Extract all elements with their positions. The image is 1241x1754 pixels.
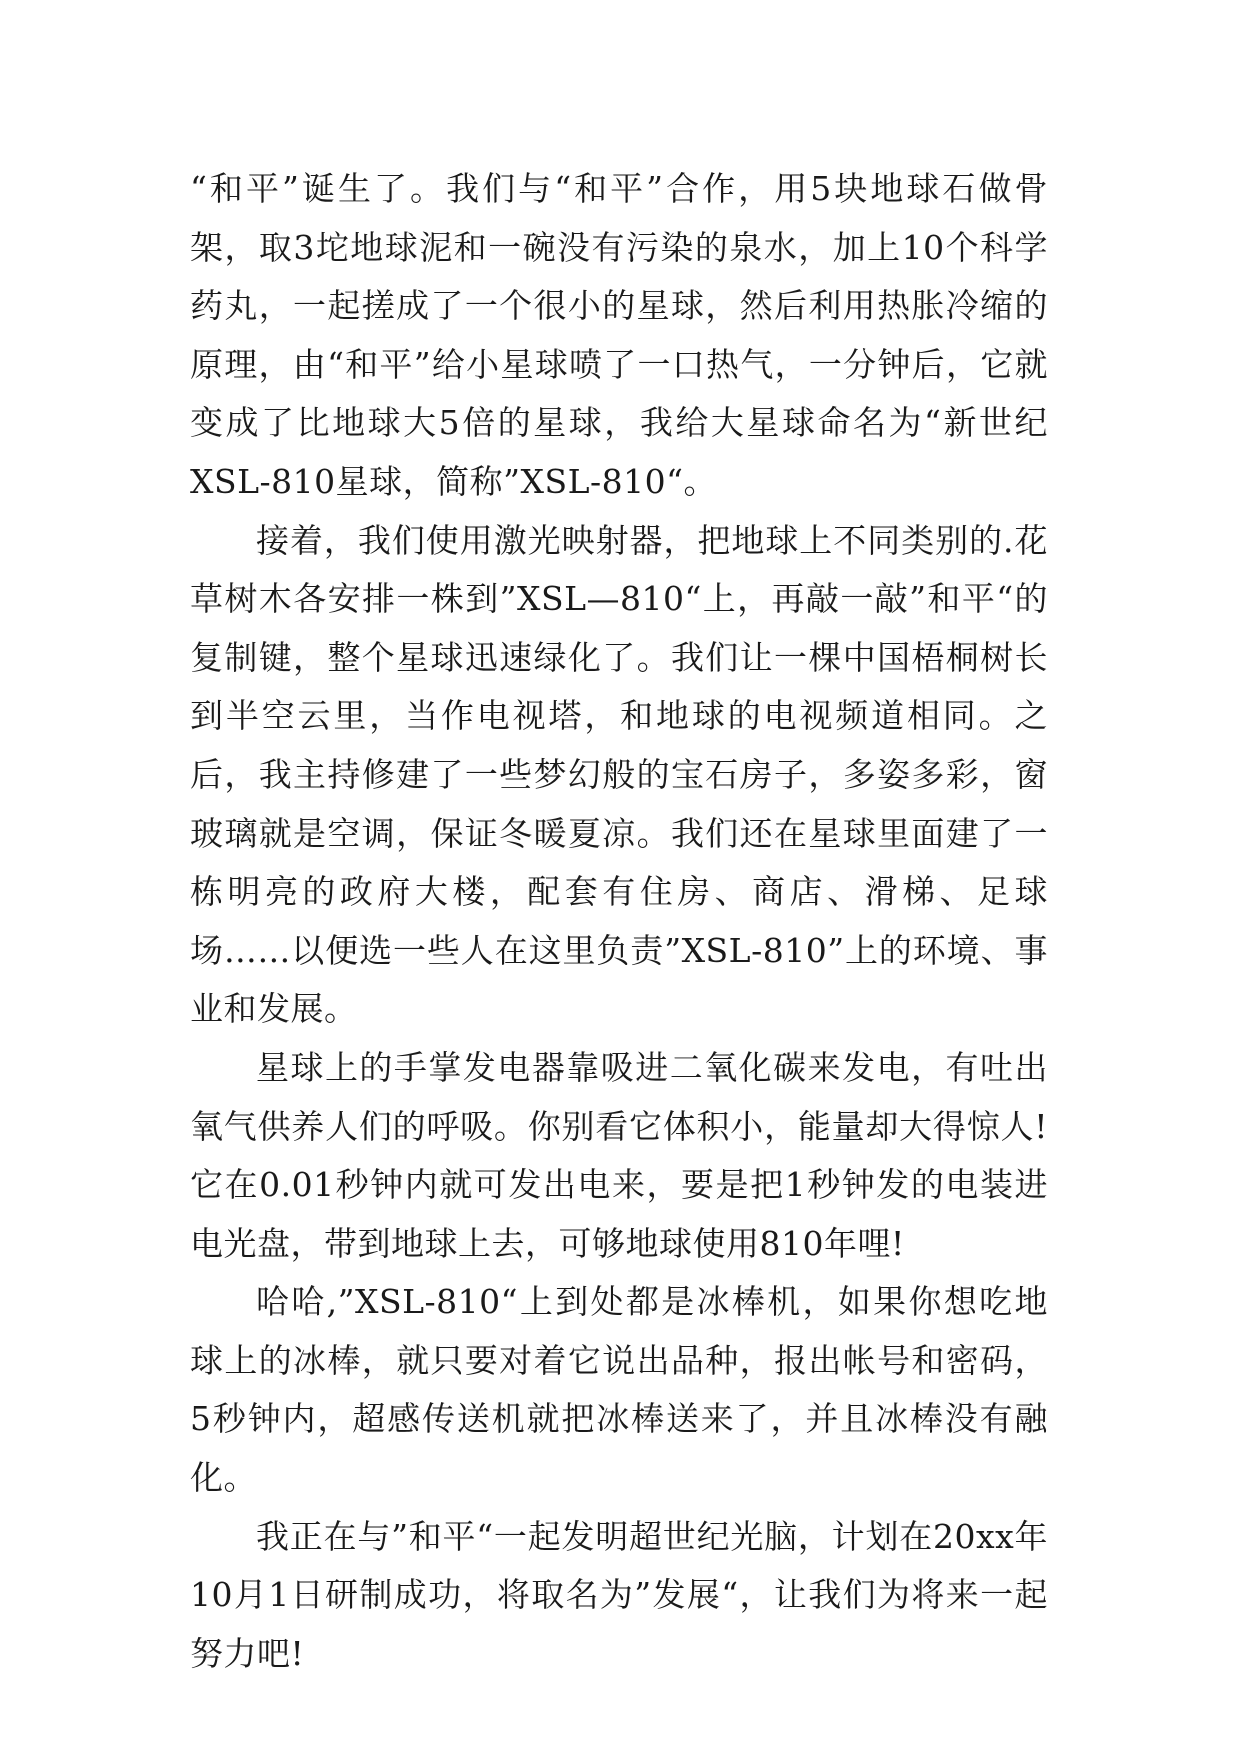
paragraph-4: 哈哈,”XSL-810“上到处都是冰棒机，如果你想吃地球上的冰棒，就只要对着它说出品种，报出帐号和密码，5秒钟内，超感传送机就把冰棒送来了，并且冰棒没有融化。: [190, 1282, 1048, 1498]
paragraph-3: 星球上的手掌发电器靠吸进二氧化碳来发电，有吐出氧气供养人们的呼吸。你别看它体积小，能量却大得惊人!它在0.01秒钟内就可发出电来，要是把1秒钟发的电装进电光盘，带到地球上去，可够地球使用810年哩!: [190, 1047, 1048, 1263]
paragraph-5: 我正在与”和平“一起发明超世纪光脑，计划在20xx年10月1日研制成功，将取名为”发展“，让我们为将来一起努力吧!: [190, 1516, 1048, 1673]
paragraph-2: 接着，我们使用激光映射器，把地球上不同类别的.花草树木各安排一株到”XSL—810“上，再敲一敲”和平“的复制键，整个星球迅速绿化了。我们让一棵中国梧桐树长到半空云里，当作电视塔，和地球的电视频道相同。之后，我主持修建了一些梦幻般的宝石房子，多姿多彩，窗玻璃就是空调，保证冬暖夏凉。我们还在星球里面建了一栋明亮的政府大楼，配套有住房、商店、滑梯、足球场……以便选一些人在这里负责”XSL-810”上的环境、事业和发展。: [190, 520, 1048, 1029]
document-body: [190, 160, 1048, 1683]
paragraph-1: “和平”诞生了。我们与“和平”合作，用5块地球石做骨架，取3坨地球泥和一碗没有污染的泉水，加上10个科学药丸，一起搓成了一个很小的星球，然后利用热胀冷缩的原理，由“和平”给小星球喷了一口热气，一分钟后，它就变成了比地球大5倍的星球，我给大星球命名为“新世纪XSL-810星球，简称”XSL-810“。: [190, 169, 1048, 501]
